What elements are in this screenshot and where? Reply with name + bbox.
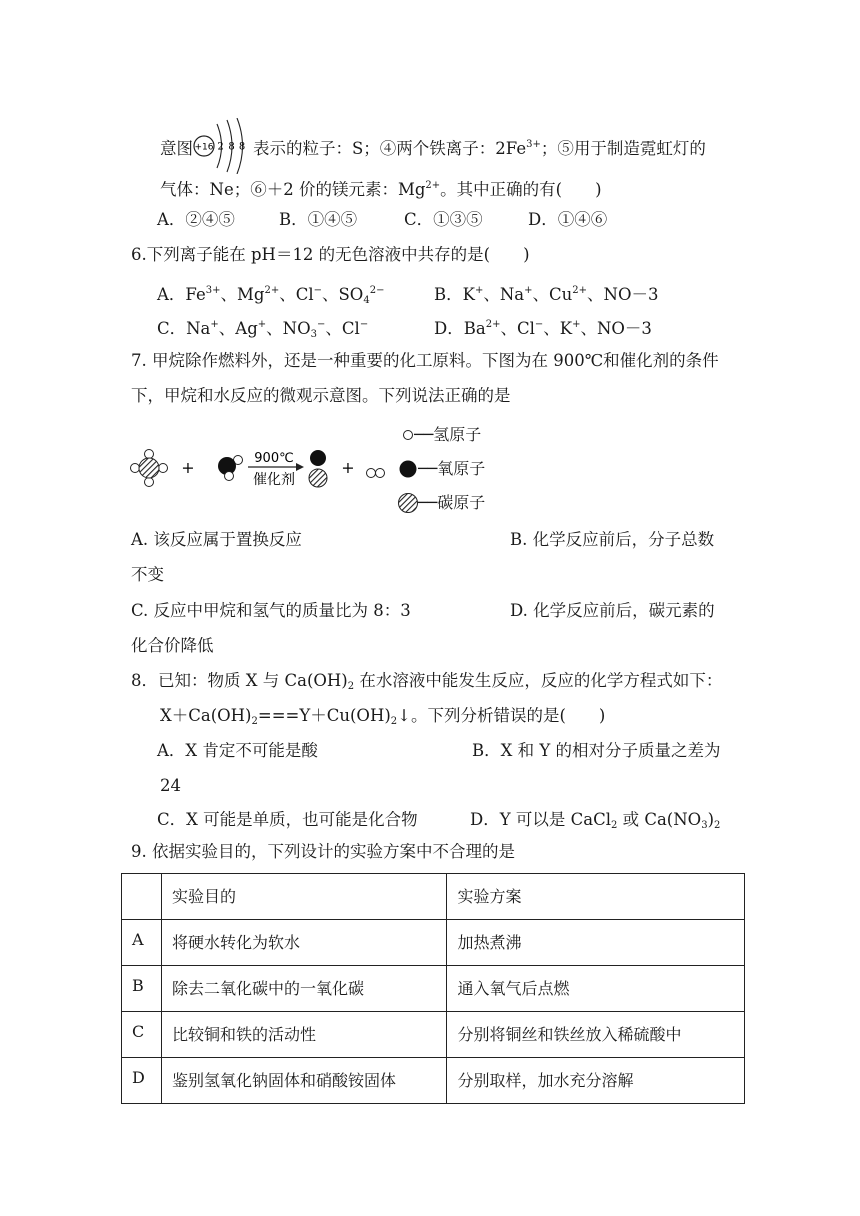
table-header-cell <box>122 874 162 920</box>
table-row <box>122 966 745 1012</box>
table-cell: D <box>122 1058 162 1104</box>
q5-option-b: B．①④⑤ <box>279 210 358 229</box>
hydrogen-molecule <box>367 469 385 478</box>
q5-option-c: C．①③⑤ <box>404 210 483 229</box>
table-cell: 通入氧气后点燃 <box>447 966 745 1012</box>
q6-option-d: D．$Ba^{2+}$、Cl−、K+、NO－3 <box>434 319 652 338</box>
plus-sign-2: + <box>341 458 355 477</box>
table-header-row <box>122 874 745 920</box>
legend-carbon-icon <box>397 492 419 514</box>
methane-molecule <box>131 450 168 487</box>
table-row <box>122 1012 745 1058</box>
water-molecule <box>218 456 243 481</box>
q8-option-c: C．X 可能是单质，也可能是化合物 <box>157 810 418 829</box>
legend-oxygen-icon <box>398 459 418 479</box>
q8-equation: $X+Ca(OH)_2===Y+Cu(OH)_2↓$。下列分析错误的是( ) <box>160 706 606 727</box>
q5-line1: 意图 +16 2 8 8 表示的粒子：S；④两个铁离子：$2Fe^{3+}$；⑤用于制造霓虹灯的 <box>160 118 706 181</box>
atom-structure-diagram <box>193 118 253 181</box>
q7-option-b: B. 化学反应前后，分子总数 <box>510 530 715 549</box>
table-cell: A <box>122 920 162 966</box>
table-cell: 鉴别氢氧化钠固体和硝酸铵固体 <box>161 1058 447 1104</box>
q7-option-a: A. 该反应属于置换反应 <box>131 530 302 549</box>
atom-shell-1: 2 <box>217 141 224 153</box>
table-cell: C <box>122 1012 162 1058</box>
q6-option-b: B．K+、Na+、$Cu^{2+}$、NO－3 <box>434 285 659 304</box>
q7-option-d: D. 化学反应前后，碳元素的 <box>510 601 715 620</box>
table-cell: 加热煮沸 <box>447 920 745 966</box>
atom-shell-2: 8 <box>228 141 235 153</box>
q9-experiment-table <box>121 873 745 1104</box>
table-row <box>122 1058 745 1104</box>
q8-option-b-cont: 24 <box>160 776 181 795</box>
arrow-condition-temperature: 900℃ <box>254 451 294 466</box>
table-row <box>122 920 745 966</box>
table-cell: 分别将铜丝和铁丝放入稀硫酸中 <box>447 1012 745 1058</box>
table-cell: B <box>122 966 162 1012</box>
atom-shell-3: 8 <box>238 141 246 153</box>
table-cell: 比较铜和铁的活动性 <box>161 1012 447 1058</box>
table-cell: 除去二氧化碳中的一氧化碳 <box>161 966 447 1012</box>
q7-stem-line2: 下，甲烷和水反应的微观示意图。下列说法正确的是 <box>131 386 511 405</box>
arrow-condition-catalyst: 催化剂 <box>253 472 295 488</box>
carbon-monoxide-molecule <box>309 450 327 487</box>
q5-option-a: A．②④⑤ <box>157 210 235 229</box>
q8-option-b: B．X 和 Y 的相对分子质量之差为 <box>472 741 721 760</box>
q8-stem: 8．已知：物质 X 与 $Ca(OH)_2$ 在水溶液中能发生反应，反应的化学方程式如下： <box>131 671 723 692</box>
plus-sign-1: + <box>181 458 195 477</box>
q7-option-c: C. 反应中甲烷和氢气的质量比为 8：3 <box>131 601 411 620</box>
q5-prefix: 意图 <box>160 139 193 158</box>
q5-text1: 表示的粒子：S；④两个铁离子：2Fe <box>253 139 527 158</box>
q6-stem: 6.下列离子能在 pH＝12 的无色溶液中共存的是( ) <box>131 245 530 264</box>
table-cell: 将硬水转化为软水 <box>161 920 447 966</box>
q9-stem: 9. 依据实验目的，下列设计的实验方案中不合理的是 <box>131 842 515 861</box>
legend-hydrogen: ──氢原子 <box>414 425 482 444</box>
legend-carbon: ──碳原子 <box>418 493 486 512</box>
table-header-cell: 实验方案 <box>447 874 745 920</box>
q8-option-a: A．X 肯定不可能是酸 <box>157 741 318 760</box>
table-header-cell: 实验目的 <box>161 874 447 920</box>
q5-option-d: D．①④⑥ <box>528 210 608 229</box>
q7-stem-line1: 7. 甲烷除作燃料外，还是一种重要的化工原料。下图为在 900℃和催化剂的条件 <box>131 351 719 370</box>
q6-option-c: C．Na+、Ag+、$NO_3^-$、Cl− <box>157 319 369 340</box>
table-cell: 分别取样，加水充分溶解 <box>447 1058 745 1104</box>
atom-nucleus-label: +16 <box>194 142 214 153</box>
q5-line2: 气体：Ne；⑥＋2 价的镁元素：$Mg^{2+}$。其中正确的有( ) <box>160 180 602 199</box>
q7-option-b-cont: 不变 <box>131 565 164 584</box>
q8-option-d: D．Y 可以是 CaCl$_2$ 或 $Ca(NO_3)_2$ <box>470 810 721 831</box>
q6-option-a: A．$Fe^{3+}$、$Mg^{2+}$、Cl−、$SO_4^{2-}$ <box>157 285 385 306</box>
q7-option-d-cont: 化合价降低 <box>131 636 214 655</box>
legend-oxygen: ──氧原子 <box>418 459 486 478</box>
